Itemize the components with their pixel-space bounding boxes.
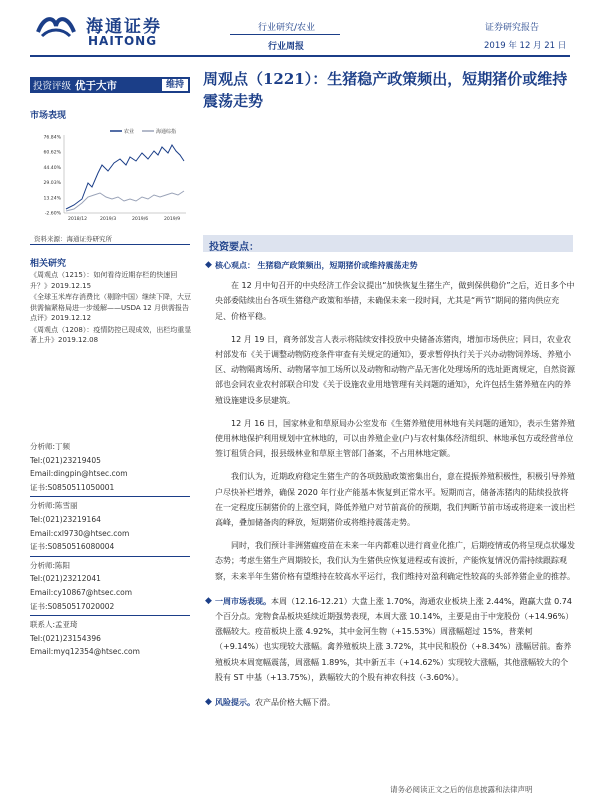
y-tick-label: 29.03% [43, 181, 61, 187]
analyst-tel: Tel:(021)23219164 [30, 514, 101, 524]
analyst-divider [30, 615, 190, 616]
y-tick-label: 44.40% [43, 165, 61, 171]
report-category: 行业研究/农业 [258, 23, 316, 33]
x-tick-label: 2019/6 [132, 217, 149, 222]
key-points-heading: 投资要点： [209, 242, 259, 253]
market-heading: 市场表现 [30, 111, 67, 121]
left-divider [30, 244, 190, 245]
analyst-email[interactable]: Email:cy10867@htsec.com [30, 587, 132, 597]
weekly-market-text: 本周（12.16-12.21）大盘上涨 1.70%，海通农业板块上涨 2.44%，跑赢大盘 0.74 个百分点。宠物食品板块延续近期强势表现，本周大涨 10.14%，主要是由于中宠股份（+14.96%）涨幅较大。疫苗板块上涨 4.92%，其中金河生物（+15.53%）周涨幅超过 15%，普莱柯（+9.14%）也实现较大涨幅。禽养殖板块上涨 3.72%，其中民和股份（+8.34%）涨幅居前。畜养殖板块本周宽幅震荡，周涨幅 1.89%，其中新五丰（+14.62%）实现较大涨幅，其他涨幅较大的个股有 ST 中基（+13.75%），跌幅较大的个股有神农科技（-3.60%）。 [215, 596, 574, 682]
bullet-icon: ◆ [205, 697, 212, 708]
report-body [203, 258, 575, 710]
x-tick-label: 2018/12 [68, 217, 88, 222]
related-item[interactable]: 《周观点（1215）：如何看待近期存栏的快速回升？》2019.12.15 [30, 271, 178, 290]
related-item[interactable]: 《周观点（1208）：疫情防控已现成效，出栏均重显著上升》2019.12.08 [30, 325, 192, 344]
legend-label-series1: 农业 [124, 129, 135, 135]
logo-english-name: HAITONG [88, 34, 158, 48]
analyst-email[interactable]: Email:dingpin@htsec.com [30, 469, 128, 479]
analyst-role: 分析师:陈阳 [30, 560, 71, 570]
y-tick-label: 13.24% [43, 196, 61, 202]
rating-label: 投资评级 [33, 81, 72, 92]
bullet-icon: ◆ [205, 260, 212, 270]
risk-text: 农产品价格大幅下滑。 [255, 698, 335, 708]
body-paragraph: 12 月 19 日，商务部发言人表示将陆续安排投放中央储备冻猪肉，增加市场供应；同日，农业农村部发布《关于调整动物防疫条件审查有关规定的通知》，要求暂停执行关于兴办动物饲养场、养殖小区、动物隔离场所、动物屠宰加工场所以及动物和动物产品无害化处理场所的选址距离规定，自然资源部也会同农业农村部联合印发《关于设施农业用地管理有关问题的通知》，允许包括生猪养殖在内的养殖设施建设多层建筑。 [215, 334, 575, 405]
analyst-divider [30, 496, 190, 497]
rating-bar [30, 77, 190, 93]
chart-source: 资料来源：海通证券研究所 [34, 235, 112, 243]
header-rule [30, 55, 570, 57]
contact-email[interactable]: Email:myq12354@htsec.com [30, 647, 140, 657]
x-tick-label: 2019/3 [100, 217, 117, 222]
y-tick-label: 60.62% [43, 150, 61, 156]
contact-tel: Tel:(021)23154396 [30, 633, 101, 643]
analyst-role: 分析师:陈雪丽 [30, 501, 78, 511]
weekly-market-bullet [203, 594, 575, 685]
key-points-bar [203, 235, 573, 252]
body-paragraph: 同时，我们预计非洲猪瘟疫苗在未来一年内都难以进行商业化推广，后期疫情或仍将呈现点状爆发态势；考虑生猪生产周期较长，我们认为生猪供应恢复进程或有波折，产能恢复情况仍需持续跟踪观察，未来半年生猪价格有望维持在较高水平运行，我们维持对盈利确定性较高的头部养猪企业的推荐。 [215, 541, 575, 581]
related-item[interactable]: 《全球玉米库存消费比（剔除中国）继续下降，大豆供需偏紧格局进一步缓解——USDA 12 月供需报告点评》2019.12.12 [30, 293, 191, 322]
header-divider [230, 34, 340, 35]
report-type: 行业周报 [268, 42, 305, 52]
footer-disclaimer: 请务必阅读正文之后的信息披露和法律声明 [390, 785, 533, 794]
report-title: 周观点（1221）：生猪稳产政策频出，短期猪价或维持震荡走势 [203, 70, 568, 110]
analyst-email[interactable]: Email:cxl9730@htsec.com [30, 528, 130, 538]
logo-chinese-name: 海通证券 [86, 17, 162, 37]
body-paragraph: 我们认为，近期政府稳定生猪生产的各项鼓励政策密集出台，意在提振养殖积极性，积极引导养殖户尽快补栏增养，确保 2020 年行业产能基本恢复到正常水平。短期而言，储备冻猪肉的陆续投放将在一定程度压制猪价的上涨空间，降低养殖户对节前高价的预期，我们判断节前市场或将迎来一波出栏高峰，叠加储备肉的释放，短期猪价或将维持震荡走势。 [215, 472, 575, 528]
risk-bullet [203, 695, 575, 710]
analyst-cert: 证书:S0850511050001 [30, 482, 115, 492]
x-tick-label: 2019/9 [164, 217, 181, 222]
analyst-list [30, 440, 190, 659]
contact-role: 联系人:孟亚琦 [30, 620, 78, 630]
haitong-logo-icon [34, 10, 78, 40]
core-view-bullet [203, 258, 575, 273]
core-view-title: 生猪稳产政策频出，短期猪价或维持震荡走势 [257, 261, 418, 270]
related-list [30, 270, 192, 347]
analyst-cert: 证书:S0850516080004 [30, 542, 115, 552]
body-paragraph: 12 月 16 日，国家林业和草原局办公室发布《生猪养殖使用林地有关问题的通知》，表示生猪养殖使用林地保护利用规划中宜林地的，可以由养殖企业(户)与农村集体经济组织、林地承包方或经营单位签订租赁合同，报县级林业和草原主管部门备案，不占用林地定额。 [215, 418, 575, 459]
legend-label-series2: 海通综指 [156, 129, 177, 135]
core-view-label: 核心观点： [215, 261, 255, 270]
risk-label: 风险提示。 [215, 698, 255, 708]
series-agriculture-line [66, 145, 184, 209]
bullet-icon: ◆ [205, 595, 212, 606]
analyst-cert: 证书:S0850517020002 [30, 601, 115, 611]
analyst-role: 分析师:丁频 [30, 442, 71, 451]
y-tick-label: 76.84% [43, 135, 61, 141]
related-heading: 相关研究 [30, 259, 67, 269]
market-chart [30, 125, 190, 225]
body-paragraph: 在 12 月中旬召开的中央经济工作会议提出“加快恢复生猪生产，做到保供稳价”之后，近日多个中央部委陆续出台各项生猪稳产政策和举措，未确保未来一段时间，尤其是“两节”期间的猪肉供应充足、价格平稳。 [215, 281, 575, 321]
rating-badge: 维持 [162, 79, 188, 91]
analyst-tel: Tel:(021)23219405 [30, 455, 101, 465]
analyst-tel: Tel:(021)23212041 [30, 574, 101, 584]
y-tick-label: -2.60% [44, 211, 61, 217]
weekly-market-label: 一周市场表现。 [215, 596, 271, 606]
rating-value: 优于大市 [75, 79, 118, 92]
analyst-divider [30, 556, 190, 557]
report-label: 证券研究报告 [485, 23, 540, 33]
report-date: 2019 年 12 月 21 日 [484, 41, 567, 51]
